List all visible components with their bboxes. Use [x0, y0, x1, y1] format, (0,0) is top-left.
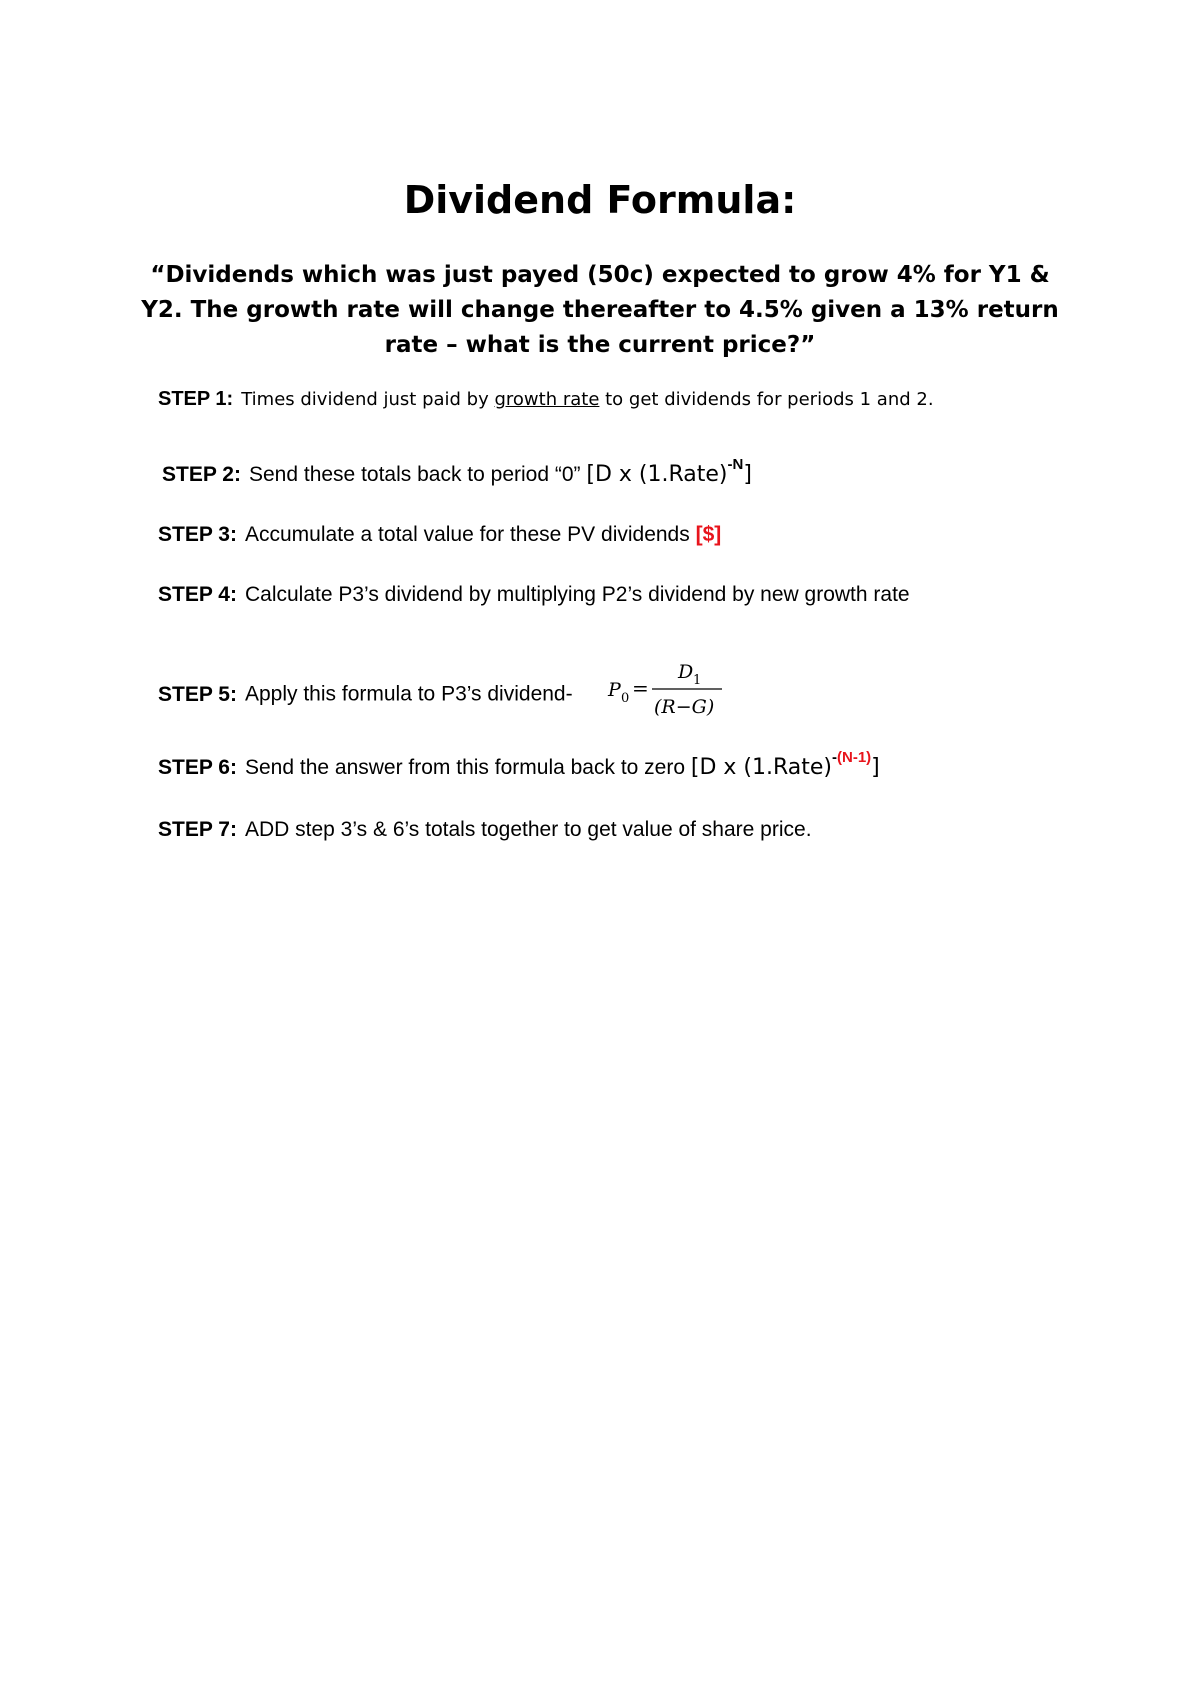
page-title: Dividend Formula:: [403, 178, 797, 222]
step-4-text: Calculate P3’s dividend by multiplying P2’s dividend by new growth rate: [244, 583, 910, 606]
step-7: [158, 818, 1058, 842]
step-6-label: STEP 6:: [158, 756, 237, 779]
price-formula-svg: [606, 658, 756, 722]
question-text: “Dividends which was just payed (50c) expected to grow 4% for Y1 & Y2. The growth rate will change thereafter to 4.5% given a 13% return rate – what is the current price?”: [141, 262, 1059, 358]
step-5: [158, 660, 1058, 730]
step-4: [158, 583, 1058, 607]
formula-denominator: (R−G): [654, 696, 715, 718]
step-7-text: ADD step 3’s & 6’s totals together to get value of share price.: [244, 818, 812, 841]
step-6: [158, 749, 1058, 780]
step-3: [158, 523, 1058, 547]
formula-p-subscript: 0: [621, 691, 630, 706]
step-7-label: STEP 7:: [158, 818, 237, 841]
step-2: [162, 456, 1062, 487]
step-3-text: Accumulate a total value for these PV dividends: [244, 523, 696, 546]
step-4-label: STEP 4:: [158, 583, 237, 606]
step-2-close-bracket: ]: [743, 462, 752, 487]
formula-numerator-subscript: 1: [693, 673, 702, 688]
formula-numerator-d: D: [678, 661, 694, 683]
step-1-underlined-text: growth rate: [494, 389, 600, 410]
step-6-close-bracket: ]: [871, 755, 880, 780]
step-3-label: STEP 3:: [158, 523, 237, 546]
step-2-text: Send these totals back to period “0”: [248, 463, 587, 486]
step-5-label: STEP 5:: [158, 682, 237, 706]
step-1-text-before: Times dividend just paid by: [241, 389, 495, 410]
formula-equals: =: [632, 676, 650, 700]
step-6-exponent-minus: -: [832, 749, 837, 766]
step-2-formula: [D x (1.Rate): [586, 462, 728, 487]
step-6-exponent-red: (N-1): [837, 749, 872, 766]
step-6-formula: [D x (1.Rate): [690, 755, 832, 780]
formula-p: P: [608, 679, 622, 701]
step-6-text: Send the answer from this formula back to zero: [244, 756, 691, 779]
step-1: [158, 388, 1058, 411]
step-2-label: STEP 2:: [162, 463, 241, 486]
step-5-text: Apply this formula to P3’s dividend-: [244, 682, 573, 706]
step-1-label: STEP 1:: [158, 388, 234, 410]
price-formula: [606, 658, 756, 728]
step-3-highlight: [$]: [695, 523, 722, 546]
step-1-text-after: to get dividends for periods 1 and 2.: [599, 389, 934, 410]
step-2-exponent: -N: [727, 456, 744, 473]
